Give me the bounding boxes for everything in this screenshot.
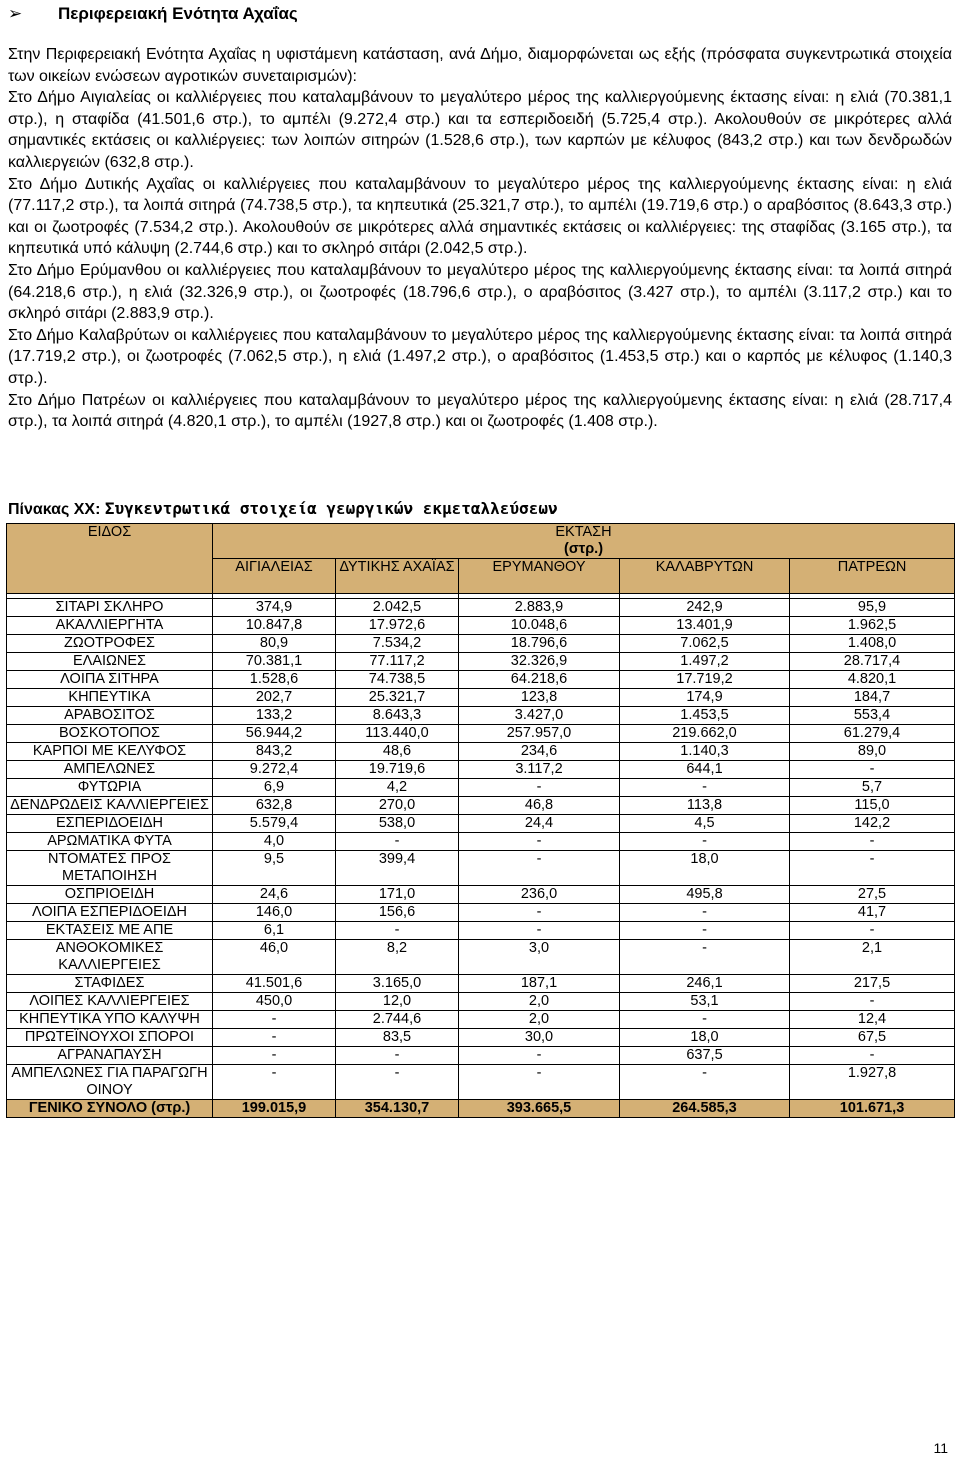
value-cell: 9.272,4 [213,761,336,779]
value-cell: 234,6 [459,743,620,761]
value-cell: 46,8 [459,797,620,815]
row-label-cell: ΔΕΝΔΡΩΔΕΙΣ ΚΑΛΛΙΕΡΓΕΙΕΣ [7,797,213,815]
paragraph-patras: Στο Δήμο Πατρέων οι καλλιέργειες που καταλαμβάνουν το μεγαλύτερο μέρος της καλλιεργούμενης έκτασης είναι: η ελιά (28.717,4 στρ.), τα λοιπά σιτηρά (4.820,1 στρ.), το αμπέλι (1927,8 στρ.) και οι ζωοτροφές (1.408 στρ.). [8,391,952,431]
value-cell: 7.534,2 [336,635,459,653]
row-label-cell: ΚΗΠΕΥΤΙΚΑ [7,689,213,707]
value-cell: - [459,851,620,886]
value-cell: - [620,1065,790,1100]
value-cell: 495,8 [620,886,790,904]
value-cell: 17.719,2 [620,671,790,689]
table-row [7,797,955,815]
value-cell: 156,6 [336,904,459,922]
table-row [7,653,955,671]
value-cell: 553,4 [790,707,955,725]
value-cell: 843,2 [213,743,336,761]
table-row [7,904,955,922]
value-cell: 46,0 [213,940,336,975]
value-cell: 2,0 [459,993,620,1011]
value-cell: 10.847,8 [213,617,336,635]
value-cell: 8.643,3 [336,707,459,725]
value-cell: - [459,1065,620,1100]
value-cell: 538,0 [336,815,459,833]
value-cell: - [790,993,955,1011]
value-cell: 18,0 [620,1029,790,1047]
value-cell: - [336,922,459,940]
value-cell: 1.528,6 [213,671,336,689]
value-cell: 2,0 [459,1011,620,1029]
value-cell: - [459,1047,620,1065]
row-label-cell: ΑΚΑΛΛΙΕΡΓΗΤΑ [7,617,213,635]
value-cell: 25.321,7 [336,689,459,707]
value-cell: 174,9 [620,689,790,707]
value-cell: 2.042,5 [336,599,459,617]
table-caption [8,499,558,519]
header-unit-label: (στρ.) [563,541,604,557]
table-row [7,743,955,761]
value-cell: - [790,851,955,886]
table-row [7,886,955,904]
table-row [7,725,955,743]
value-cell: 70.381,1 [213,653,336,671]
header-area-label: ΕΚΤΑΣΗ [555,524,612,540]
row-label-cell: ΛΟΙΠΑ ΣΙΤΗΡΑ [7,671,213,689]
row-label-cell: ΑΓΡΑΝΑΠΑΥΣΗ [7,1047,213,1065]
table-row [7,1011,955,1029]
value-cell: 18.796,6 [459,635,620,653]
table-row [7,815,955,833]
value-cell: 399,4 [336,851,459,886]
total-label-cell: ΓΕΝΙΚΟ ΣΥΝΟΛΟ (στρ.) [7,1100,213,1118]
value-cell: 32.326,9 [459,653,620,671]
value-cell: 2.883,9 [459,599,620,617]
table-row [7,1029,955,1047]
table-row [7,779,955,797]
value-cell: - [620,833,790,851]
value-cell: 6,1 [213,922,336,940]
row-label-cell: ΒΟΣΚΟΤΟΠΟΣ [7,725,213,743]
value-cell: 1.453,5 [620,707,790,725]
value-cell: 171,0 [336,886,459,904]
paragraph-aigialeia: Στο Δήμο Αιγιαλείας οι καλλιέργειες που καταλαμβάνουν το μεγαλύτερο μέρος της καλλιεργούμενης έκτασης είναι: η ελιά (70.381,1 στρ.), η σταφίδα (41.501,6 στρ.), το αμπέλι (9.272,4 στρ.) και τα εσπεριδοειδή (5.725,4 στρ.). Ακολουθούν σε μικρότερες αλλά σημαντικές εκτάσεις οι καλλιέργειες: των λοιπών σιτηρών (1.528,6 στρ.), των καρπών με κέλυφος (843,2 στρ.) και των δενδρωδών καλλιεργειών (632,8 στρ.). [8,89,952,171]
value-cell: 4.820,1 [790,671,955,689]
table-caption-title: Συγκεντρωτικά στοιχεία γεωργικών εκμεταλλεύσεων [104,499,558,518]
value-cell: 219.662,0 [620,725,790,743]
value-cell: 257.957,0 [459,725,620,743]
paragraph-dytiki-achaia: Στο Δήμο Δυτικής Αχαΐας οι καλλιέργειες που καταλαμβάνουν το μεγαλύτερο μέρος της καλλιεργούμενης έκτασης είναι: η ελιά (77.117,2 στρ.), τα λοιπά σιτηρά (74.738,5 στρ.), τα κηπευτικά (25.321,7 στρ.), το αμπέλι (19.719,6 στρ.) ο αραβόσιτος (8.643,3 στρ.) και οι ζωοτροφές (7.534,2 στρ.). Ακολουθούν σε μικρότερες αλλά σημαντικές εκτάσεις οι καλλιέργειες: της σταφίδας (3.165 στρ.), τα κηπευτικά υπό κάλυψη (2.744,6 στρ.) και το σκληρό σιτάρι (2.042,5 στρ.). [8,175,952,258]
value-cell: 13.401,9 [620,617,790,635]
value-cell: 28.717,4 [790,653,955,671]
value-cell: 113,8 [620,797,790,815]
body-text [8,44,952,433]
value-cell: 61.279,4 [790,725,955,743]
value-cell: 48,6 [336,743,459,761]
table-row [7,1065,955,1100]
value-cell: 41,7 [790,904,955,922]
table-row [7,851,955,886]
row-label-cell: ΑΡΑΒΟΣΙΤΟΣ [7,707,213,725]
row-label-cell: ΕΛΑΙΩΝΕΣ [7,653,213,671]
value-cell: 1.962,5 [790,617,955,635]
value-cell: 18,0 [620,851,790,886]
section-heading [8,4,298,24]
value-cell: 67,5 [790,1029,955,1047]
value-cell: 83,5 [336,1029,459,1047]
value-cell: 53,1 [620,993,790,1011]
value-cell: - [336,833,459,851]
table-row [7,940,955,975]
value-cell: - [459,779,620,797]
value-cell: 74.738,5 [336,671,459,689]
table-row [7,599,955,617]
value-cell: 7.062,5 [620,635,790,653]
value-cell: - [620,779,790,797]
value-cell: 17.972,6 [336,617,459,635]
value-cell: - [459,922,620,940]
row-label-cell: ΛΟΙΠΑ ΕΣΠΕΡΙΔΟΕΙΔΗ [7,904,213,922]
value-cell: 133,2 [213,707,336,725]
value-cell: 3.117,2 [459,761,620,779]
value-cell: 12,4 [790,1011,955,1029]
value-cell: 246,1 [620,975,790,993]
row-label-cell: ΑΜΠΕΛΩΝΕΣ [7,761,213,779]
value-cell: 27,5 [790,886,955,904]
value-cell: 202,7 [213,689,336,707]
value-cell: - [790,833,955,851]
row-label-cell: ΖΩΟΤΡΟΦΕΣ [7,635,213,653]
value-cell: 115,0 [790,797,955,815]
value-cell: 4,0 [213,833,336,851]
value-cell: 123,8 [459,689,620,707]
row-label-cell: ΛΟΙΠΕΣ ΚΑΛΛΙΕΡΓΕΙΕΣ [7,993,213,1011]
table-row [7,671,955,689]
row-label-cell: ΚΗΠΕΥΤΙΚΑ ΥΠΟ ΚΑΛΥΨΗ [7,1011,213,1029]
total-value-cell: 101.671,3 [790,1100,955,1118]
column-header: ΔΥΤΙΚΗΣ ΑΧΑΪΑΣ [336,559,459,594]
value-cell: 56.944,2 [213,725,336,743]
header-area-cell [213,524,955,559]
value-cell: 3.165,0 [336,975,459,993]
value-cell: 9,5 [213,851,336,886]
value-cell: 8,2 [336,940,459,975]
value-cell: - [213,1029,336,1047]
value-cell: 77.117,2 [336,653,459,671]
value-cell: 24,4 [459,815,620,833]
table-row [7,993,955,1011]
value-cell: 270,0 [336,797,459,815]
row-label-cell: ΕΣΠΕΡΙΔΟΕΙΔΗ [7,815,213,833]
value-cell: 4,2 [336,779,459,797]
page-number: 11 [933,1440,948,1456]
value-cell: 1.140,3 [620,743,790,761]
value-cell: 184,7 [790,689,955,707]
table-header-row [7,524,955,559]
column-header: ΠΑΤΡΕΩΝ [790,559,955,594]
value-cell: 3.427,0 [459,707,620,725]
value-cell: 64.218,6 [459,671,620,689]
row-label-cell: ΑΜΠΕΛΩΝΕΣ ΓΙΑ ΠΑΡΑΓΩΓΗ ΟΙΝΟΥ [7,1065,213,1100]
row-label-cell: ΚΑΡΠΟΙ ΜΕ ΚΕΛΥΦΟΣ [7,743,213,761]
value-cell: 24,6 [213,886,336,904]
column-header: ΑΙΓΙΑΛΕΙΑΣ [213,559,336,594]
table-row [7,1047,955,1065]
value-cell: 41.501,6 [213,975,336,993]
value-cell: 3,0 [459,940,620,975]
value-cell: - [459,833,620,851]
value-cell: 187,1 [459,975,620,993]
total-value-cell: 393.665,5 [459,1100,620,1118]
value-cell: 236,0 [459,886,620,904]
column-header: ΕΡΥΜΑΝΘΟΥ [459,559,620,594]
value-cell: 5,7 [790,779,955,797]
value-cell: - [620,904,790,922]
value-cell: 30,0 [459,1029,620,1047]
value-cell: 142,2 [790,815,955,833]
arrow-bullet-icon: ➢ [8,4,23,23]
table-row [7,689,955,707]
farm-holdings-table [6,523,955,1118]
table-row [7,617,955,635]
header-kind-cell: ΕΙΔΟΣ [7,524,213,594]
value-cell: 2,1 [790,940,955,975]
table-row [7,707,955,725]
table-row [7,761,955,779]
value-cell: 95,9 [790,599,955,617]
value-cell: 12,0 [336,993,459,1011]
row-label-cell: ΟΣΠΡΙΟΕΙΔΗ [7,886,213,904]
value-cell: - [213,1065,336,1100]
value-cell: - [620,1011,790,1029]
value-cell: 1.408,0 [790,635,955,653]
column-header: ΚΑΛΑΒΡΥΤΩΝ [620,559,790,594]
value-cell: - [213,1011,336,1029]
intro-paragraph: Στην Περιφερειακή Ενότητα Αχαΐας η υφιστάμενη κατάσταση, ανά Δήμο, διαμορφώνεται ως εξής (πρόσφατα συγκεντρωτικά στοιχεία των οικείων ενώσεων αγροτικών συνεταιρισμών): [8,46,952,85]
value-cell: 80,9 [213,635,336,653]
value-cell: - [790,922,955,940]
value-cell: - [336,1065,459,1100]
total-value-cell: 264.585,3 [620,1100,790,1118]
paragraph-kalavryta: Στο Δήμο Καλαβρύτων οι καλλιέργειες που καταλαμβάνουν το μεγαλύτερο μέρος της καλλιεργούμενης έκτασης είναι: τα λοιπά σιτηρά (17.719,2 στρ.), οι ζωοτροφές (7.062,5 στρ.), η ελιά (1.497,2 στρ.), ο αραβόσιτος (1.453,5 στρ.) και ο καρπός με κέλυφος (1.140,3 στρ.). [8,326,952,387]
value-cell: - [336,1047,459,1065]
value-cell: - [620,922,790,940]
value-cell: 5.579,4 [213,815,336,833]
table-row [7,922,955,940]
value-cell: 450,0 [213,993,336,1011]
value-cell: - [620,940,790,975]
value-cell: 6,9 [213,779,336,797]
table-row [7,975,955,993]
table-total-row [7,1100,955,1118]
table-row [7,635,955,653]
row-label-cell: ΦΥΤΩΡΙΑ [7,779,213,797]
total-value-cell: 354.130,7 [336,1100,459,1118]
row-label-cell: ΑΡΩΜΑΤΙΚΑ ΦΥΤΑ [7,833,213,851]
value-cell: 2.744,6 [336,1011,459,1029]
row-label-cell: ΝΤΟΜΑΤΕΣ ΠΡΟΣ ΜΕΤΑΠΟΙΗΣΗ [7,851,213,886]
value-cell: 4,5 [620,815,790,833]
value-cell: 89,0 [790,743,955,761]
table-caption-prefix: Πίνακας ΧΧ: [8,501,105,518]
value-cell: - [459,904,620,922]
value-cell: 637,5 [620,1047,790,1065]
section-title: Περιφερειακή Ενότητα Αχαΐας [58,4,298,23]
value-cell: 19.719,6 [336,761,459,779]
value-cell: - [790,1047,955,1065]
value-cell: - [790,761,955,779]
row-label-cell: ΕΚΤΑΣΕΙΣ ΜΕ ΑΠΕ [7,922,213,940]
value-cell: 242,9 [620,599,790,617]
total-value-cell: 199.015,9 [213,1100,336,1118]
paragraph-erymanthos: Στο Δήμο Ερύμανθου οι καλλιέργειες που καταλαμβάνουν το μεγαλύτερο μέρος της καλλιεργούμενης έκτασης είναι: τα λοιπά σιτηρά (64.218,6 στρ.), η ελιά (32.326,9 στρ.), οι ζωοτροφές (18.796,6 στρ.), ο αραβόσιτος (3.427 στρ.), το αμπέλι (3.117,2 στρ.) και το σκληρό σιτάρι (2.883,9 στρ.). [8,261,952,323]
row-label-cell: ΣΤΑΦΙΔΕΣ [7,975,213,993]
value-cell: - [213,1047,336,1065]
value-cell: 1.927,8 [790,1065,955,1100]
value-cell: 374,9 [213,599,336,617]
value-cell: 644,1 [620,761,790,779]
row-label-cell: ΠΡΩΤΕΪΝΟΥΧΟΙ ΣΠΟΡΟΙ [7,1029,213,1047]
value-cell: 146,0 [213,904,336,922]
value-cell: 217,5 [790,975,955,993]
value-cell: 1.497,2 [620,653,790,671]
value-cell: 113.440,0 [336,725,459,743]
row-label-cell: ΑΝΘΟΚΟΜΙΚΕΣ ΚΑΛΛΙΕΡΓΕΙΕΣ [7,940,213,975]
table-row [7,833,955,851]
row-label-cell: ΣΙΤΑΡΙ ΣΚΛΗΡΟ [7,599,213,617]
value-cell: 10.048,6 [459,617,620,635]
value-cell: 632,8 [213,797,336,815]
